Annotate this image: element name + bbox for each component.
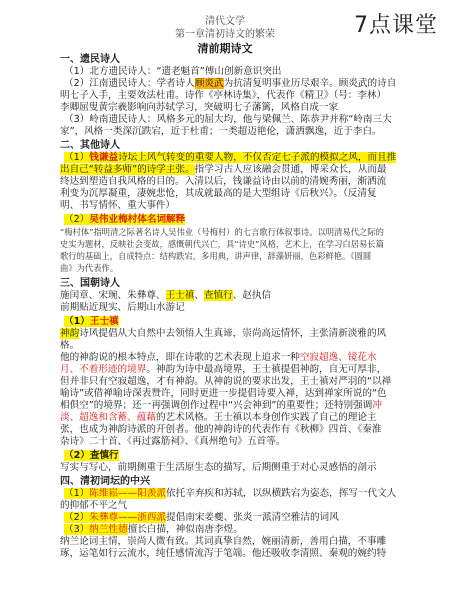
- text-segment: 诗坛上风气转变的重要人物，不仅否定七子派的模拟之风，而且推: [118, 152, 397, 163]
- text-segment: 、赵执信: [232, 290, 272, 301]
- text-segment: 张，也成为神韵诗派的开创者。他的神韵诗的代表作有《秋柳》四首、《秦淮: [60, 424, 382, 435]
- text-segment: （1）: [64, 152, 90, 163]
- text-line: [0, 500, 450, 512]
- text-line: [0, 302, 450, 314]
- text-segment: 依托辛弃疾和苏轼，以纵横跌宕为姿态，挥写一代文人: [166, 488, 397, 499]
- text-line: [0, 536, 450, 548]
- text-line: [0, 102, 450, 114]
- text-segment: 吴伟业梅村体名词解释: [89, 214, 186, 225]
- text-line: [0, 328, 450, 340]
- section-heading: [0, 476, 450, 488]
- text-segment: （1）: [64, 316, 90, 327]
- text-line: [0, 78, 450, 90]
- text-line: [0, 352, 450, 364]
- text-line: [0, 376, 450, 388]
- text-segment: 空寂超逸、镜花水: [299, 352, 377, 363]
- text-segment: 朱彝尊——浙西派: [89, 512, 167, 523]
- text-line: [0, 226, 450, 238]
- text-line: [0, 188, 450, 200]
- text-segment: 曲》为代表作。: [60, 263, 119, 273]
- text-line: [0, 114, 450, 126]
- text-line: [0, 126, 450, 138]
- text-segment: 喻诗”或借禅喻诗深表赞许，同时更进一步提倡诗要入禅，达到禅家所说的“色: [60, 388, 387, 399]
- text-segment: （3）岭南遗民诗人：风格多元的屈大均，他与梁佩兰、陈恭尹并称“岭南三大: [64, 114, 392, 125]
- page-title: 清前期诗文: [197, 42, 253, 55]
- text-line: [0, 176, 450, 188]
- text-segment: 他的神韵说的根本特点，即在诗歌的艺术表现上追求一种: [60, 352, 300, 363]
- text-line: [0, 250, 450, 262]
- text-segment: 终达到塑造自我风格的目的。入清以后，钱谦益诗由以前的清婉秀丽，渐洒流: [60, 176, 387, 187]
- text-line: [0, 548, 450, 560]
- section-heading: [0, 54, 450, 66]
- text-segment: （2）: [64, 512, 90, 523]
- text-segment: 淡、超逸和含蓄、蕴藉: [60, 412, 156, 423]
- text-line: [0, 214, 450, 226]
- text-segment: 史实为题材，反映社会变故，感慨朝代兴亡，具“诗史”风格，艺术上，在学习白居易长篇: [60, 239, 384, 249]
- text-line: [0, 262, 450, 274]
- text-segment: 明、书写情怀、重大事件）: [60, 200, 176, 211]
- text-segment: 二、其他诗人: [60, 140, 120, 151]
- text-line: [0, 200, 450, 212]
- text-segment: 但并非只有空寂超逸，才有神韵。从神韵说的要求出发，王士禛对严羽的“以禅: [60, 376, 392, 387]
- text-segment: 利变为沉厚凝重，凄婉悲怆，其成就最高的是大型组诗《后秋兴》。（反清复: [60, 188, 377, 199]
- text-segment: 为抗清复明事业历尽艰辛。顾炎武的诗自: [223, 78, 397, 89]
- text-segment: 杂诗》二十首、《再过露筋祠》、《真州绝句》五首等。: [60, 436, 286, 447]
- text-segment: 歌行的基础上，自成特点：结构跌宕，多用典，讲声律，辞藻妍丽，色彩鲜艳。《圆圆: [60, 251, 372, 261]
- text-segment: 三、国朝诗人: [60, 278, 120, 289]
- text-line: [0, 524, 450, 536]
- text-segment: 王士禛: [89, 316, 119, 327]
- text-segment: 钱谦益: [89, 152, 119, 163]
- text-line: [0, 66, 450, 78]
- text-segment: 顾炎武: [194, 78, 224, 89]
- section-heading: [0, 140, 450, 152]
- text-segment: 擅长白描，神似南唐李煜。: [127, 524, 243, 535]
- text-line: [0, 488, 450, 500]
- text-line: [0, 512, 450, 524]
- text-segment: 的艺术风格。王士禛以本身创作实践了自己的理论主: [155, 412, 377, 423]
- text-line: [0, 436, 450, 448]
- text-segment: （1）: [64, 488, 90, 499]
- text-line: [0, 238, 450, 250]
- text-segment: 相俱空”的境界；还一再强调创作过程中“兴会神到”的重要性；还特别强调: [60, 400, 373, 411]
- text-segment: 冲: [372, 400, 382, 411]
- text-segment: 写实与写心，前期侧重于生活原生态的描写，后期侧重于对心灵感悟的剖示: [60, 462, 377, 473]
- text-line: [0, 164, 450, 176]
- text-segment: 。神韵为诗中最高境界，王士禛提倡神韵，自无可厚非，: [146, 364, 387, 375]
- text-segment: 王士禛: [165, 290, 195, 301]
- text-segment: 、: [194, 290, 204, 301]
- text-line: [0, 450, 450, 462]
- text-segment: 查慎行: [203, 290, 233, 301]
- text-segment: 格。: [60, 340, 80, 351]
- text-segment: （2）: [64, 450, 90, 461]
- text-segment: 的抑郁不平之气: [60, 500, 128, 511]
- text-segment: （3）: [64, 524, 90, 535]
- text-segment: 诗风提倡从大自然中去领悟人生真谛，崇尚高远情怀，主张清新淡雅的风: [79, 328, 387, 339]
- text-segment: 提倡南宋姜夔、张炎一派清空雅洁的词风: [166, 512, 339, 523]
- text-segment: （2）: [64, 214, 90, 225]
- text-line: [0, 152, 450, 164]
- text-segment: 陈维崧——阳羡派: [89, 488, 167, 499]
- text-segment: 施闰章、宋琬、朱彝尊、: [60, 290, 166, 301]
- text-line: [0, 364, 450, 376]
- text-segment: 李卿屈叟黄宗羲影响向苏轼学习，突破明七子藩篱，风格自成一家: [60, 102, 339, 113]
- header-chapter: 第一章清初诗文的繁荣: [175, 29, 275, 40]
- text-segment: 四、清初词坛的中兴: [60, 476, 150, 487]
- text-segment: 一、遗民诗人: [60, 54, 120, 65]
- text-segment: 出自己“转益多师”的诗学主张。: [60, 164, 195, 175]
- text-segment: 月、不着形迹的境界: [60, 364, 147, 375]
- text-line: [0, 316, 450, 328]
- text-segment: 家”，风格一类深沉跌宕，近于杜甫；一类超迈艳伦，潇洒飘逸，近于李白。: [60, 126, 382, 137]
- text-segment: 明七子入手，主要效法杜甫。诗作《亭林诗集》，代表作《精卫》（号：李林）: [60, 90, 387, 101]
- text-line: [0, 462, 450, 474]
- text-line: [0, 400, 450, 412]
- text-segment: 纳兰论词主情，崇尚人微有致。其词真挚自然，婉丽清新，善用白描，不事雕: [60, 536, 387, 547]
- text-segment: 琢，运笔如行云流水，纯任感情流泻于笔端。他还吸收李清照、秦观的婉约特: [60, 548, 387, 559]
- watermark-logo: 7点课堂: [354, 13, 438, 38]
- text-line: [0, 388, 450, 400]
- text-segment: 查慎行: [89, 450, 119, 461]
- header-subject: 清代文学: [205, 16, 245, 27]
- text-segment: 神韵: [60, 328, 80, 339]
- text-line: [0, 290, 450, 302]
- text-line: [0, 340, 450, 352]
- text-line: [0, 90, 450, 102]
- text-line: [0, 424, 450, 436]
- section-heading: [0, 278, 450, 290]
- text-segment: （1）北方遗民诗人：“遗老魁首”傅山创新意识突出: [64, 66, 282, 77]
- text-segment: （2）江南遗民诗人：学者诗人: [64, 78, 195, 89]
- text-segment: 前期贴近现实、后期山水游记: [60, 302, 185, 313]
- text-segment: 指学习古人应该融会贯通，博采众长，从而最: [194, 164, 387, 175]
- text-segment: “梅村体”指明清之际著名诗人吴伟业（号梅村）的七言歌行体叙事诗。以明清易代之际的: [60, 227, 384, 237]
- text-segment: 纳兰性德: [89, 524, 128, 535]
- text-line: [0, 412, 450, 424]
